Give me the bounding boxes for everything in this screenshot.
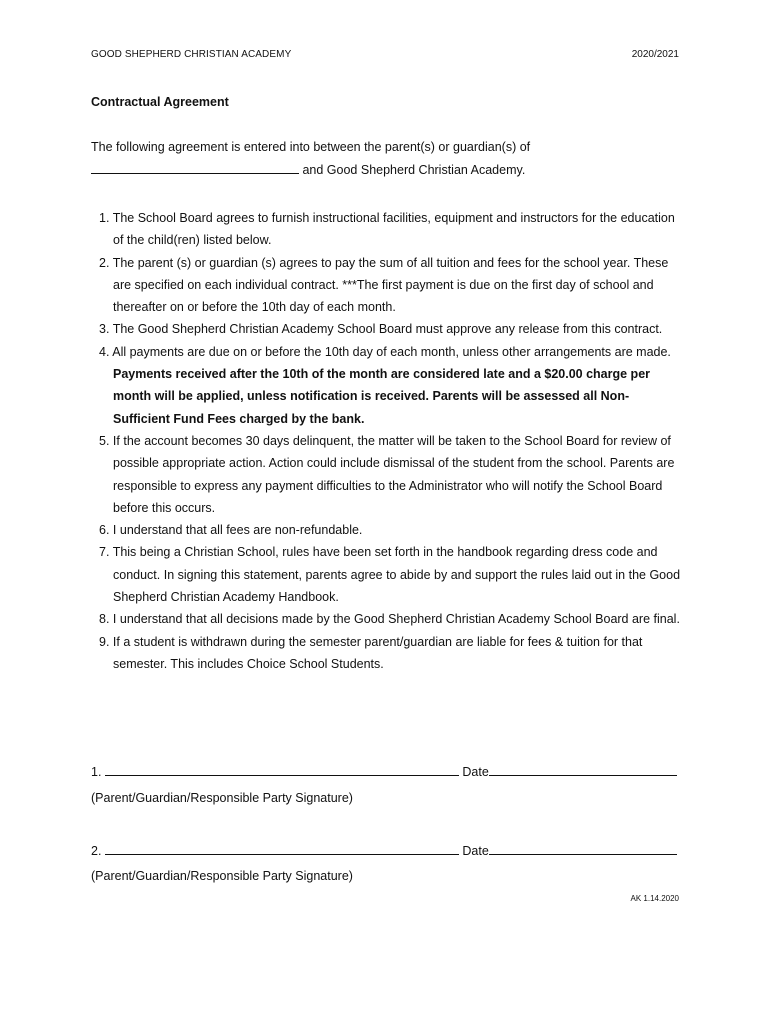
agreement-item-7 <box>91 541 683 608</box>
item-text: This being a Christian School, rules have been set forth in the handbook regarding dress code and conduct. In signing this statement, parents agree to abide by and support the rules laid out in the Good Shepherd Christian Academy Handbook. <box>112 545 681 605</box>
agreement-item-4 <box>91 341 683 430</box>
agreement-item-5 <box>91 430 683 519</box>
item-number: 7. <box>99 545 110 560</box>
intro-line-1: The following agreement is entered into between the parent(s) or guardian(s) of <box>91 140 531 154</box>
item-text: The School Board agrees to furnish instructional facilities, equipment and instructors for the education of the child(ren) listed below. <box>112 211 675 248</box>
signature-field-2[interactable] <box>105 843 459 855</box>
item-text: The Good Shepherd Christian Academy School Board must approve any release from this contract. <box>112 322 663 337</box>
date-label: Date <box>462 844 489 858</box>
intro-line-2 <box>91 162 525 177</box>
agreement-item-3 <box>91 318 683 340</box>
item-text-bold: Payments received after the 10th of the month are considered late and a $20.00 charge per month will be applied, unless notification is received. Parents will be assessed all Non-Sufficient Fund Fees charged by the bank. <box>113 367 651 426</box>
signature-caption-2: (Parent/Guardian/Responsible Party Signature) <box>91 869 353 883</box>
item-number: 5. <box>99 433 110 448</box>
item-number: 6. <box>99 523 110 538</box>
agreement-item-2 <box>91 252 683 319</box>
item-number: 4. <box>99 344 110 359</box>
signature-number: 2. <box>91 844 102 858</box>
signature-line-2 <box>91 843 677 858</box>
date-field-1[interactable] <box>489 764 677 776</box>
footer-revision-code: AK 1.14.2020 <box>630 894 679 903</box>
item-text: If a student is withdrawn during the semester parent/guardian are liable for fees & tuition for that semester. This includes Choice School Students. <box>112 634 643 671</box>
item-text: I understand that all fees are non-refundable. <box>112 523 363 538</box>
agreement-item-8 <box>91 608 683 630</box>
item-number: 9. <box>99 634 110 649</box>
agreement-item-9 <box>91 631 683 676</box>
parent-name-blank[interactable] <box>91 162 299 174</box>
header-school-year: 2020/2021 <box>631 49 679 60</box>
item-text: The parent (s) or guardian (s) agrees to pay the sum of all tuition and fees for the school year. These are specified on each individual contract. ***The first payment is due on the first day of school and thereafter on or before the 10th day of each month. <box>112 255 669 315</box>
signature-caption-1: (Parent/Guardian/Responsible Party Signature) <box>91 791 353 805</box>
item-number: 2. <box>99 255 110 270</box>
agreement-item-1 <box>91 207 683 252</box>
item-number: 8. <box>99 612 110 627</box>
date-field-2[interactable] <box>489 843 677 855</box>
signature-line-1 <box>91 764 677 779</box>
agreement-list <box>91 207 683 675</box>
item-text: If the account becomes 30 days delinquent, the matter will be taken to the School Board for review of possible appropriate action. Action could include dismissal of the student from the school. Parents are responsible to express any payment difficulties to the Administrator who will notify the School Board before this occurs. <box>112 433 675 515</box>
item-number: 1. <box>99 211 110 225</box>
signature-number: 1. <box>91 765 102 779</box>
date-label: Date <box>462 765 489 779</box>
item-number: 3. <box>99 322 110 337</box>
agreement-item-6 <box>91 519 683 541</box>
document-title: Contractual Agreement <box>91 95 229 109</box>
item-text: All payments are due on or before the 10th day of each month, unless other arrangements are made. <box>112 344 671 359</box>
header-school-name: GOOD SHEPHERD CHRISTIAN ACADEMY <box>91 49 292 60</box>
signature-field-1[interactable] <box>105 764 459 776</box>
item-text: I understand that all decisions made by the Good Shepherd Christian Academy School Board are final. <box>112 612 680 627</box>
intro-line-2-text: and Good Shepherd Christian Academy. <box>299 163 526 177</box>
